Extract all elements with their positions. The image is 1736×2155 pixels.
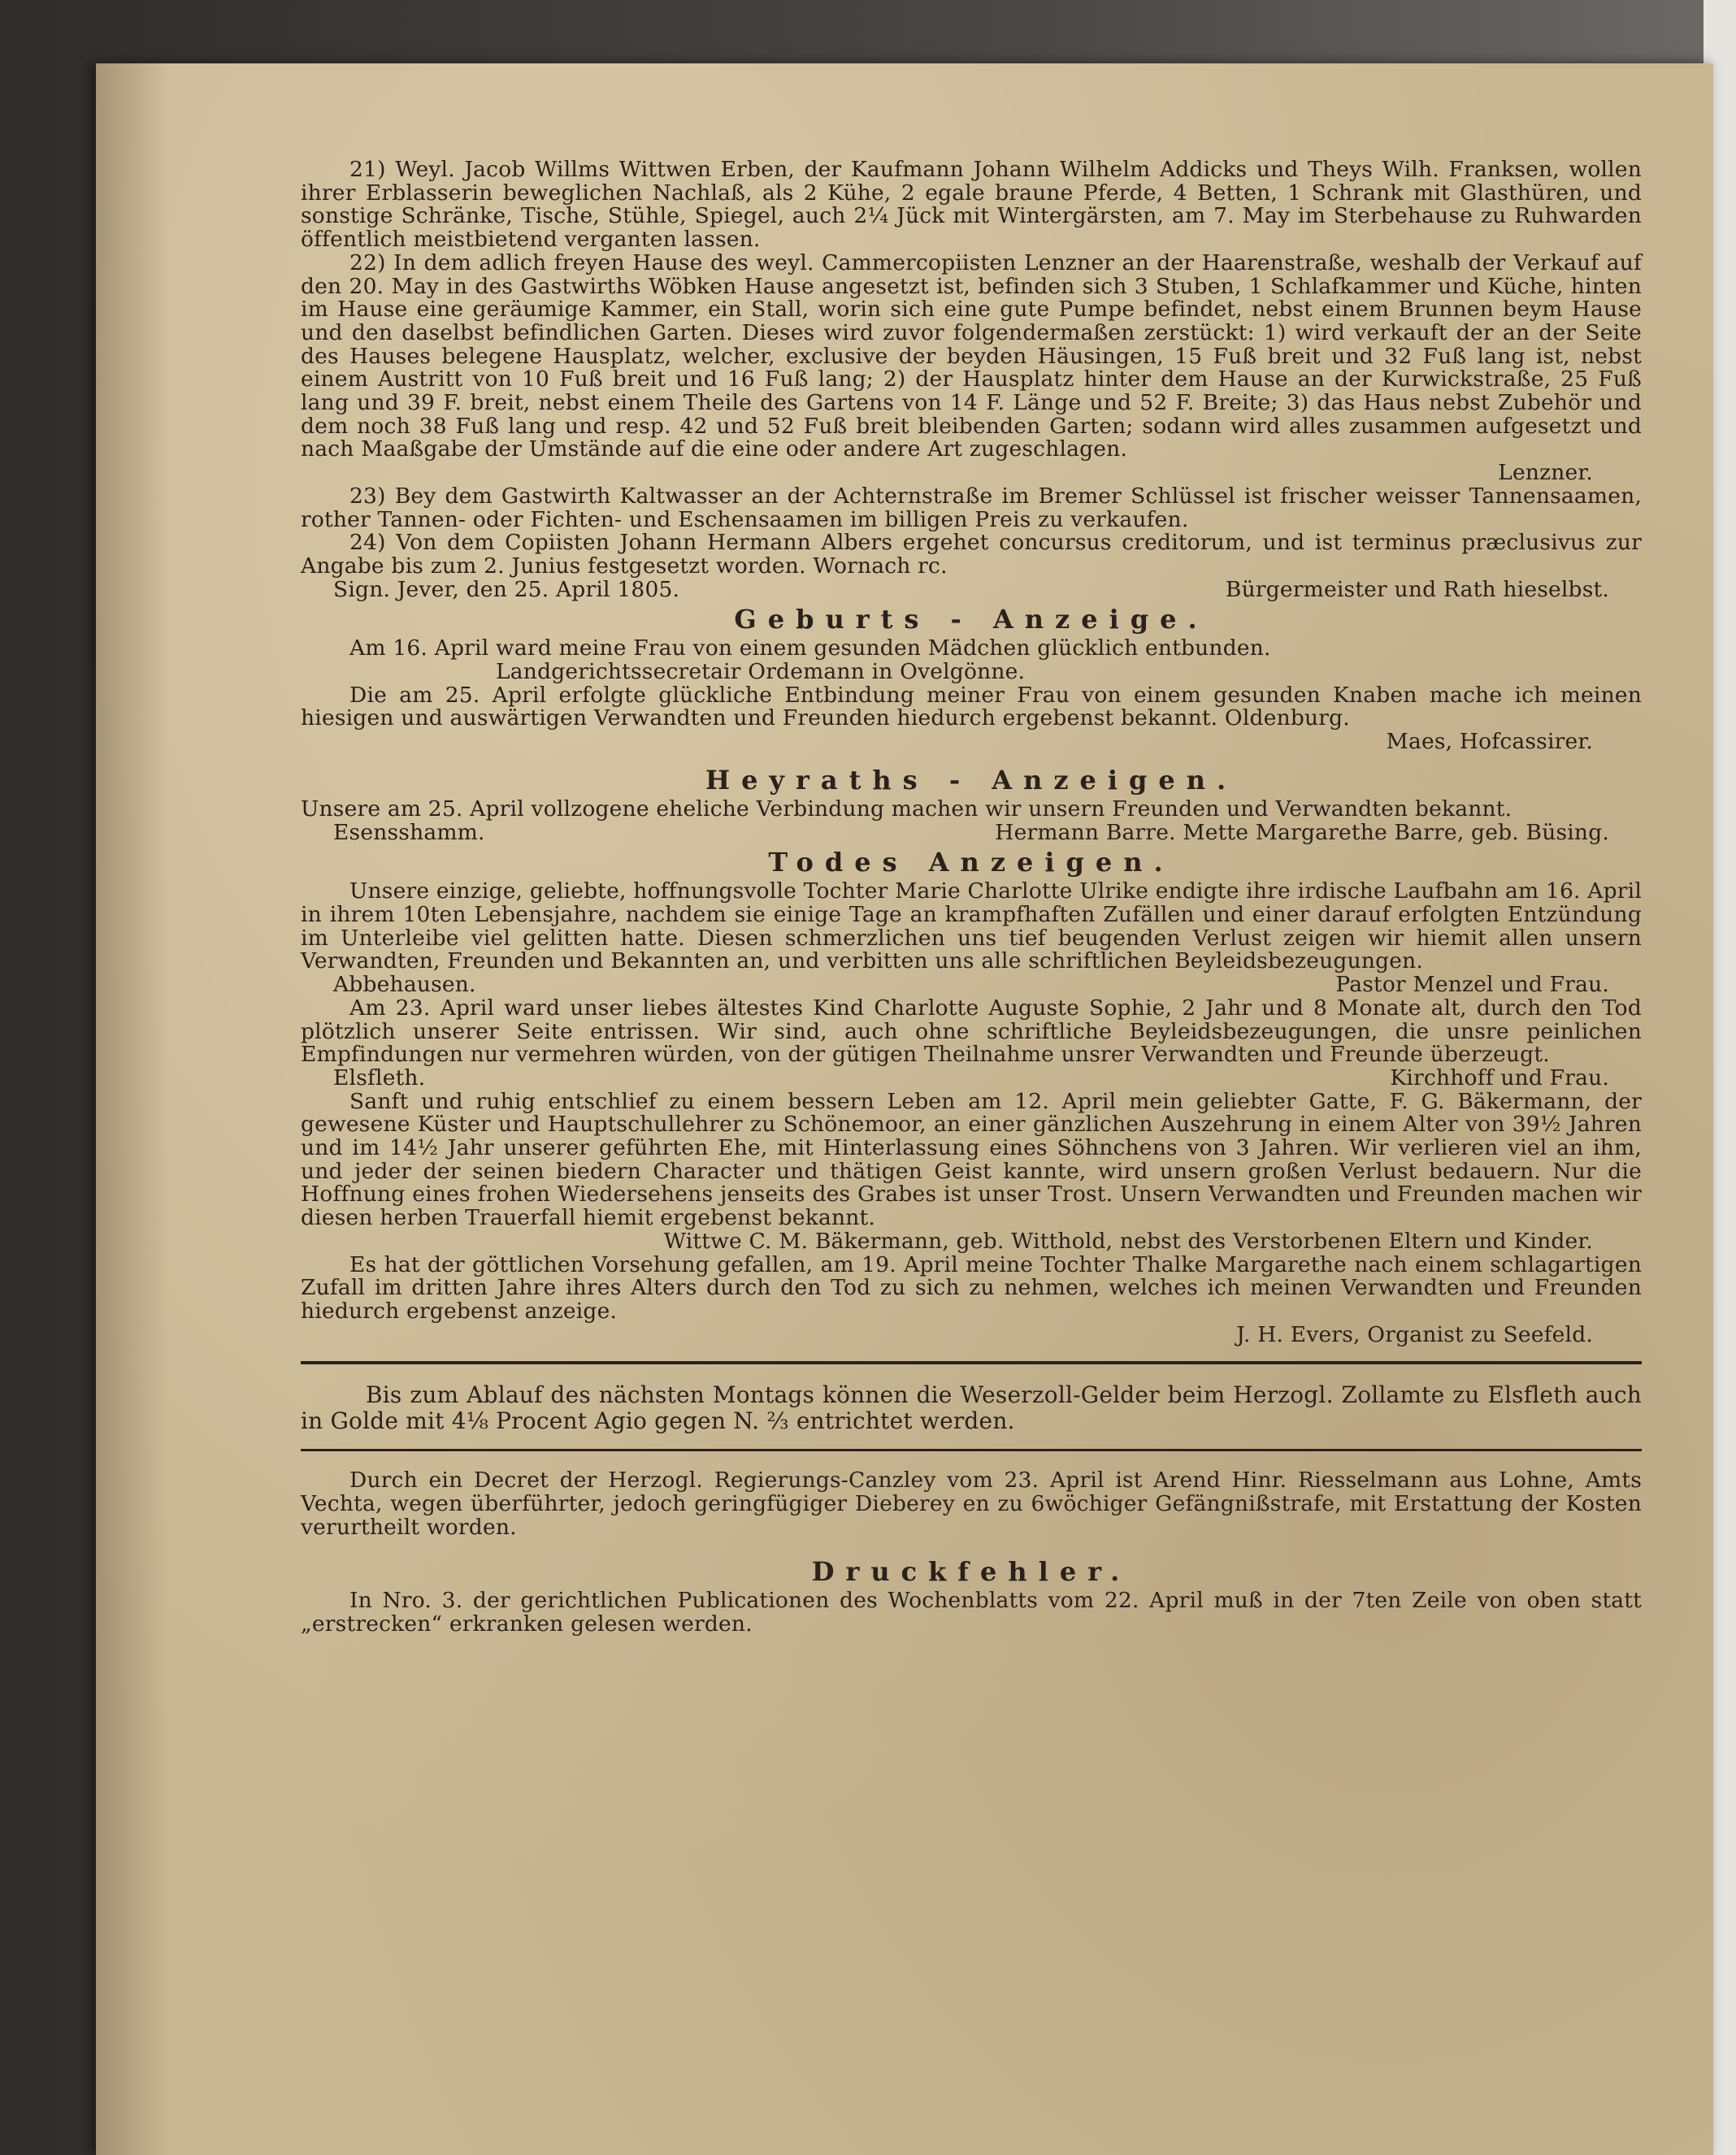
death-notice-2-place: Elsfleth. [333,1064,426,1091]
entry-22-signature: Lenzner. [1498,460,1593,486]
births-heading: Geburts - Anzeige. [734,604,1209,635]
toll-notice: Bis zum Ablauf des nächsten Montags können die Weserzoll-Gelder beim Herzogl. Zollamte zu Elsfleth auch in Golde mit 4⅛ Procent Agio gegen N. ⅔ entrichtet werden. [301,1381,1642,1435]
death-notice-2-sign-row [301,1064,1642,1091]
marriage-notice-1-sign-row [301,819,1642,845]
death-notice-1-sign-row [301,973,1642,997]
death-notice-3-signature: Wittwe C. M. Bäkermann, geb. Witthold, nebst des Verstorbenen Eltern und Kinder. [663,1228,1593,1254]
marriage-notice-1-signature: Hermann Barre. Mette Margarethe Barre, geb. Büsing. [995,819,1609,845]
marriage-notice-1: Unsere am 25. April vollzogene eheliche Verbindung machen wir unsern Freunden und Verwandten bekannt. [301,796,1512,822]
death-notice-2: Am 23. April ward unser liebes ältestes Kind Charlotte Auguste Sophie, 2 Jahr und 8 Monate alt, durch den Tod plötzlich unserer Seite entrissen. Wir sind, auch ohne schriftliche Beyleidsbezeugungen, die unsre peinlichen Empfindungen nur vermehren würden, von der gütigen Theilnahme unsrer Verwandten und Freunde überzeugt. [301,995,1642,1068]
birth-notice-2: Die am 25. April erfolgte glückliche Entbindung meiner Frau von einem gesunden Knaben mache ich meinen hiesigen und auswärtigen Verwandten und Freunden hiedurch ergebenst bekannt. Oldenburg. [301,682,1642,731]
birth-notice-2-signature: Maes, Hofcassirer. [1386,729,1593,755]
page-gutter-shadow [96,63,169,2155]
errata-heading: Druckfehler. [811,1556,1131,1588]
death-notice-4: Es hat der göttlichen Vorsehung gefallen, am 19. April meine Tochter Thalke Margarethe nach einem schlagartigen Zufall im dritten Jahre ihres Alters durch den Tod zu sich zu nehmen, welches ich meinen Verwandten und Freunden hiedurch ergebenst anzeige. [301,1251,1642,1324]
entry-22: 22) In dem adlich freyen Hause des weyl. Cammercopiisten Lenzner an der Haarenstraße, weshalb der Verkauf auf den 20. May in des Gastwirths Wöbken Hause angesetzt ist, befinden sich 3 Stuben, 1 Schlafkammer und Küche, hinten im Hause eine geräumige Kammer, ein Stall, worin sich eine gute Pumpe befindet, nebst einem Brunnen beym Hause und den daselbst befindlichen Garten. Dieses wird zuvor folgendermaßen zerstückt: 1) wird verkauft der an der Seite des Hauses belegene Hausplatz, welcher, exclusive der beyden Häusingen, 15 Fuß breit und 32 Fuß lang ist, nebst einem Austritt von 10 Fuß breit und 16 Fuß lang; 2) der Hausplatz hinter dem Hause an der Kurwickstraße, 25 Fuß lang und 39 F. breit, nebst einem Theile des Gartens von 14 F. Länge und 52 F. Breite; 3) das Haus nebst Zubehör und dem noch 38 Fuß lang und resp. 42 und 52 Fuß breit bleibenden Garten; sodann wird alles zusammen aufgesetzt und nach Maaßgabe der Umstände auf die eine oder andere Art zugeschlagen. [301,249,1642,462]
death-notice-1-place: Abbehausen. [333,972,476,998]
page-content [301,158,1642,1637]
entry-24-sign-place: Sign. Jever, den 25. April 1805. [333,576,680,602]
birth-notice-1: Am 16. April ward meine Frau von einem gesunden Mädchen glücklich entbunden. [349,635,1271,661]
entry-24-sign-row [301,576,1642,602]
marriages-heading: Heyraths - Anzeigen. [705,764,1238,796]
spacer [301,1539,1642,1554]
marriage-notice-1-place: Esensshamm. [333,819,485,845]
death-notice-2-signature: Kirchhoff und Frau. [1390,1064,1609,1091]
entry-21: 21) Weyl. Jacob Willms Wittwen Erben, der Kaufmann Johann Wilhelm Addicks und Theys Wilh. Franksen, wollen ihrer Erblasserin beweglichen Nachlaß, als 2 Kühe, 2 egale braune Pferde, 4 Betten, 1 Schrank mit Glasthüren, und sonstige Schränke, Tische, Stühle, Spiegel, auch 2¼ Jück mit Wintergärsten, am 7. May im Sterbehause zu Ruhwarden öffentlich meistbietend verganten lassen. [301,157,1642,253]
divider-rule-2 [301,1449,1642,1451]
death-notice-1: Unsere einzige, geliebte, hoffnungsvolle Tochter Marie Charlotte Ulrike endigte ihre irdische Laufbahn am 16. April in ihrem 10ten Lebensjahre, nachdem sie einige Tage an krampfhaften Zufällen und einer darauf erfolgten Entzündung im Unterleibe viel gelitten hatte. Diesen schmerzlichen uns tief beugenden Verlust zeigen wir hiemit allen unsern Verwandten, Freunden und Bekannten an, und verbitten uns alle schriftlichen Beyleidsbezeugungen. [301,878,1642,974]
errata-text: In Nro. 3. der gerichtlichen Publicationen des Wochenblatts vom 22. April muß in der 7ten Zeile von oben statt „erstrecken“ erkranken gelesen werden. [301,1588,1642,1637]
entry-24: 24) Von dem Copiisten Johann Hermann Albers ergehet concursus creditorum, und ist terminus præclusivus zur Angabe bis zum 2. Junius festgesetzt worden. Wornach rc. [301,530,1642,579]
deaths-heading: Todes Anzeigen. [768,847,1174,878]
death-notice-1-signature: Pastor Menzel und Frau. [1335,972,1609,998]
birth-notice-1-signature: Landgerichtssecretair Ordemann in Ovelgönne. [496,659,1026,685]
decree-notice: Durch ein Decret der Herzogl. Regierungs-Canzley vom 23. April ist Arend Hinr. Riesselmann aus Lohne, Amts Vechta, wegen überführter, jedoch geringfügiger Dieberey en zu 6wöchiger Gefängnißstrafe, mit Erstattung der Kosten verurtheilt worden. [301,1468,1642,1540]
divider-rule-1 [301,1361,1642,1364]
entry-23: 23) Bey dem Gastwirth Kaltwasser an der Achternstraße im Bremer Schlüssel ist frischer weisser Tannensaamen, rother Tannen- oder Fichten- und Eschensaamen im billigen Preis zu verkaufen. [301,483,1642,532]
death-notice-3: Sanft und ruhig entschlief zu einem bessern Leben am 12. April mein geliebter Gatte, F. G. Bäkermann, der gewesene Küster und Hauptschullehrer zu Schönemoor, an einer gänzlichen Auszehrung in einem Alter von 39½ Jahren und im 14½ Jahr unserer geführten Ehe, mit Hinterlassung eines Söhnchens von 3 Jahren. Wir verlieren viel an ihm, und jeder der seinen biedern Character und thätigen Geist kannte, wird unsern großen Verlust bedauern. Nur die Hoffnung eines frohen Wiedersehens jenseits des Grabes ist unser Trost. Unsern Verwandten und Freunden machen wir diesen herben Trauerfall hiemit ergebenst bekannt. [301,1088,1642,1231]
entry-24-sign-authority: Bürgermeister und Rath hieselbst. [1225,576,1609,602]
death-notice-4-signature: J. H. Evers, Organist zu Seefeld. [1236,1321,1593,1347]
